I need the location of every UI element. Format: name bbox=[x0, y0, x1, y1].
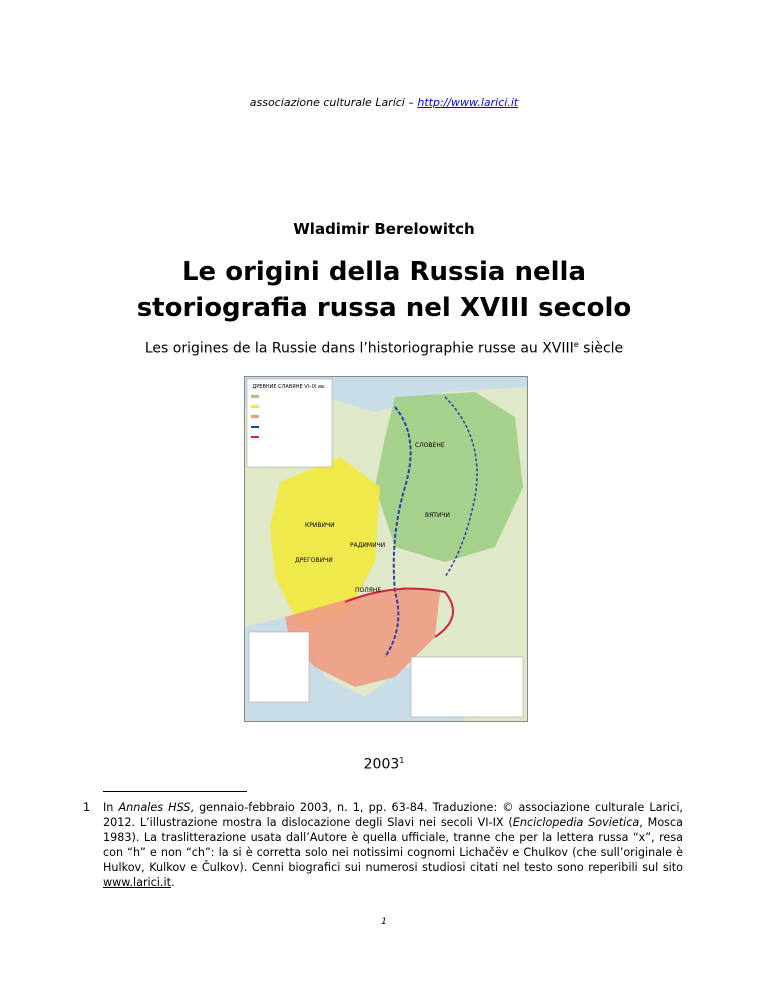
author-name: Wladimir Berelowitch bbox=[293, 220, 475, 238]
footnote-reference[interactable]: 1 bbox=[399, 756, 405, 765]
publication-year bbox=[0, 756, 768, 773]
footnote-source: Enciclopedia Sovietica bbox=[512, 816, 640, 829]
map-inset bbox=[249, 632, 309, 702]
footnote bbox=[83, 800, 684, 890]
header-line bbox=[0, 96, 768, 109]
footnote-link[interactable]: www.larici.it bbox=[103, 876, 171, 889]
map-legend-box bbox=[247, 379, 332, 467]
map-illustration bbox=[245, 377, 527, 721]
map-title: ДРЕВНИЕ СЛАВЯНЕ VI–IX вв. bbox=[252, 384, 326, 390]
map-label: ДРЕГОВИЧИ bbox=[295, 557, 333, 564]
footnote-journal: Annales HSS bbox=[118, 801, 191, 814]
map-legend-salmon bbox=[251, 415, 259, 418]
map-label: КРИВИЧИ bbox=[305, 522, 335, 529]
map-label: ПОЛЯНЕ bbox=[355, 587, 382, 594]
footnote-text: . bbox=[170, 876, 175, 889]
footnote-text: , gennaio-febbraio 2003, n. 1, pp. 63-84. Traduzione: © associazione culturale Larici, 2012. L’illustrazione mostra la dislocazione degli Slavi nei secoli VI-IX ( bbox=[103, 801, 683, 829]
subtitle-superscript: e bbox=[573, 340, 579, 349]
map-label: ВЯТИЧИ bbox=[425, 512, 451, 519]
document-subtitle bbox=[0, 340, 768, 357]
map-legend-yellow bbox=[251, 405, 259, 408]
page-number: 1 bbox=[381, 917, 387, 927]
map-label: СЛОВЕНЕ bbox=[415, 442, 445, 449]
map-legend-routes bbox=[411, 657, 523, 717]
year-value: 2003 bbox=[363, 756, 400, 773]
footnote-text: , Mosca 1983). La traslitterazione usata dall’Autore è quella ufficiale, tranne che per la lettera russa “х”, resa con “h” e non “ch”: la si è corretta solo nei notissimi cognomi Lichačëv e Chulkov (che sull’originale è Hulkov, Kulkov e Čulkov). Cenni biografici sui numerosi studiosi citati nel testo sono reperibili sul sito bbox=[103, 816, 684, 874]
document-title: Le origini della Russia nella storiografia russa nel XVIII secolo bbox=[136, 257, 632, 323]
footnote-text: In bbox=[103, 801, 119, 814]
historical-map bbox=[244, 376, 528, 722]
header-association: associazione culturale Larici – bbox=[249, 96, 418, 109]
map-legend-green bbox=[251, 395, 259, 398]
subtitle-text: Les origines de la Russie dans l’historiographie russe au XVIII bbox=[144, 340, 574, 357]
header-link[interactable]: http://www.larici.it bbox=[417, 96, 519, 109]
footnote-number: 1 bbox=[83, 801, 91, 814]
footnote-separator bbox=[103, 791, 247, 792]
subtitle-text-end: siècle bbox=[578, 340, 624, 357]
map-label: РАДИМИЧИ bbox=[350, 542, 386, 549]
